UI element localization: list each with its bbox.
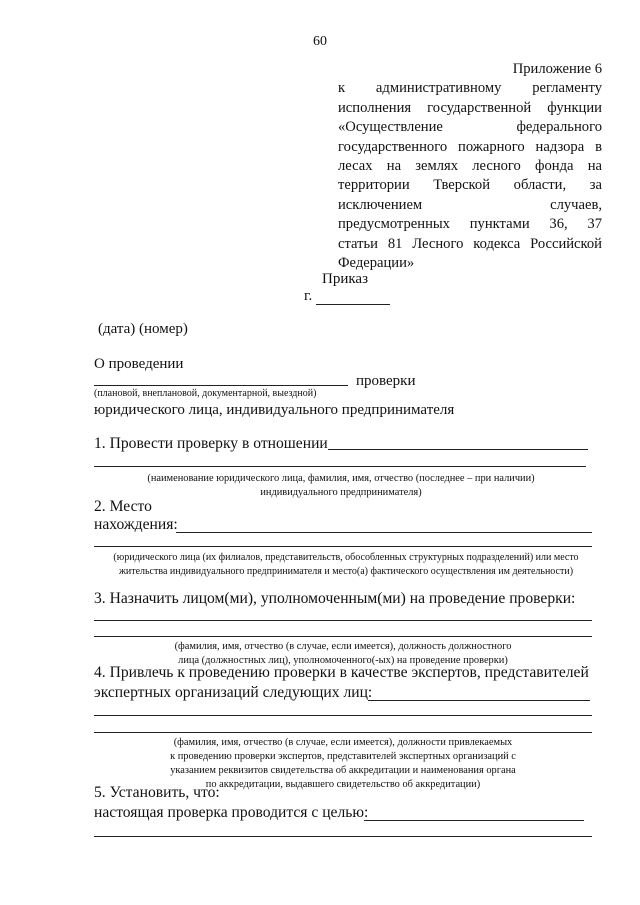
appendix-line: «Осуществление федерального: [338, 119, 602, 136]
hint-line: лица (должностных лиц), уполномоченного(-ых) на проведение проверки): [178, 655, 508, 666]
appendix-line: статьи 81 Лесного кодекса Российской: [338, 235, 602, 252]
appendix-body: [338, 79, 602, 273]
item-5-fill-line-2[interactable]: [94, 836, 592, 837]
appendix-header: [338, 60, 602, 273]
hint-line: (наименование юридического лица, фамилия, имя, отчество (последнее – при наличии): [147, 473, 535, 484]
hint-line: индивидуального предпринимателя): [260, 487, 422, 498]
item-5-text-cont: настоящая проверка проводится с целью:: [94, 804, 369, 821]
item-1-fill-line-2[interactable]: [94, 466, 586, 467]
hint-line: жительства индивидуального предпринимателя и место(а) фактического осуществления им деятельности): [118, 566, 574, 577]
item-3-fill-line-2[interactable]: [94, 636, 592, 637]
order-about: О проведении: [94, 356, 184, 372]
item-2-fill-line[interactable]: [176, 532, 592, 533]
item-4-fill-line-3[interactable]: [94, 732, 592, 733]
appendix-title: Приложение 6: [512, 61, 602, 77]
hint-line: (юридического лица (их филиалов, представительств, обособленных структурных подразделений) или место: [113, 552, 579, 563]
hint-line: (фамилия, имя, отчество (в случае, если имеется), должности привлекаемых: [173, 737, 513, 748]
check-word: проверки: [356, 373, 416, 389]
city-prefix: г.: [304, 288, 313, 304]
item-3-fill-line[interactable]: [94, 620, 592, 621]
hint-line: указанием реквизитов свидетельства об аккредитации и наименования органа: [170, 765, 516, 776]
appendix-line: государственного пожарного надзора в: [338, 138, 602, 155]
appendix-line: предусмотренных пунктами 36, 37: [338, 216, 602, 233]
item-2-fill-line-2[interactable]: [94, 546, 592, 547]
appendix-line: Федерации»: [338, 255, 415, 272]
item-2-text: 2. Место: [94, 498, 152, 515]
appendix-line: исполнения государственной функции: [338, 99, 602, 116]
hint-line: к проведению проверки экспертов, представителей экспертных организаций с: [170, 751, 516, 762]
item-2-hint: [86, 551, 606, 579]
item-4-text-cont: экспертных организаций следующих лиц:: [94, 684, 373, 701]
appendix-line: исключением случаев,: [338, 196, 602, 213]
page-number: 60: [313, 34, 327, 49]
item-1-hint: [94, 472, 588, 500]
check-type-fill-line[interactable]: [94, 385, 348, 386]
item-4-fill-line[interactable]: [368, 700, 590, 701]
city-fill-line[interactable]: [316, 290, 390, 305]
appendix-line: к административному регламенту: [338, 80, 602, 97]
hint-line: (фамилия, имя, отчество (в случае, если имеется), должность должностного: [174, 641, 512, 652]
appendix-line: лесах на землях лесного фонда на: [338, 158, 602, 175]
item-4-text: 4. Привлечь к проведению проверки в качестве экспертов, представителей: [94, 664, 589, 681]
item-3-text: 3. Назначить лицом(ми), уполномоченным(ми) на проведение проверки:: [94, 590, 576, 607]
check-type-hint: (плановой, внеплановой, документарной, выездной): [94, 388, 317, 399]
hint-line: по аккредитации, выдавшего свидетельство об аккредитации): [205, 779, 481, 790]
item-5-text: 5. Установить, что:: [94, 784, 220, 801]
item-4-fill-line-2[interactable]: [94, 715, 592, 716]
appendix-line: территории Тверской области, за: [338, 177, 602, 194]
item-5-fill-line[interactable]: [364, 820, 584, 821]
item-1-text: 1. Провести проверку в отношении: [94, 435, 328, 452]
item-1-fill-line[interactable]: [328, 449, 588, 450]
order-subject: юридического лица, индивидуального предпринимателя: [94, 402, 455, 418]
item-2-text-cont: нахождения:: [94, 516, 178, 533]
date-number: (дата) (номер): [98, 321, 188, 337]
order-title: Приказ: [322, 271, 369, 287]
order-city: [304, 288, 390, 305]
